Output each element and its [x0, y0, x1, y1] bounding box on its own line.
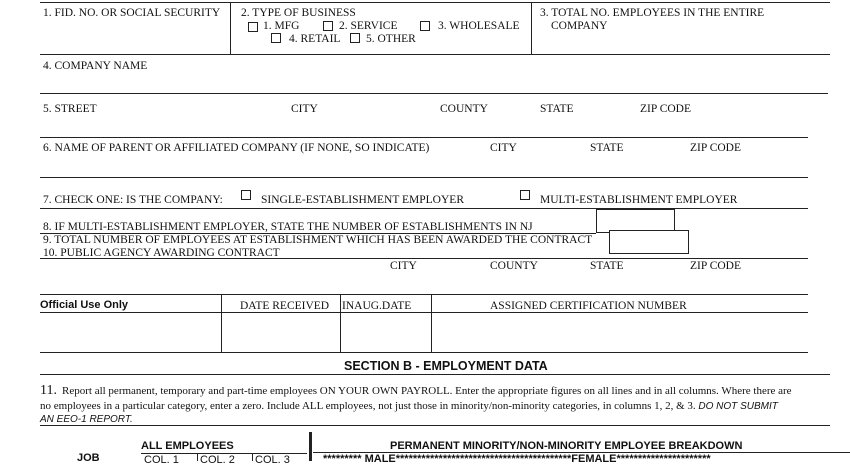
parent-company-label: 6. NAME OF PARENT OR AFFILIATED COMPANY (IF NONE, SO INDICATE) — [43, 142, 430, 154]
street-line — [40, 137, 808, 138]
state-label: STATE — [590, 260, 624, 272]
job-header: JOB — [77, 452, 100, 464]
section-b-title: SECTION B - EMPLOYMENT DATA — [344, 359, 548, 373]
column-divider — [431, 294, 432, 352]
item11-eeo1-note: AN EEO-1 REPORT. — [40, 414, 133, 425]
item11-number: 11. — [40, 383, 57, 398]
col1-header: COL. 1 — [144, 454, 179, 466]
zip-code-label: ZIP CODE — [690, 142, 742, 154]
item11-line — [40, 425, 830, 426]
table-thick-divider — [309, 432, 312, 461]
service-option-label: 2. SERVICE — [339, 20, 398, 32]
type-of-business-label: 2. TYPE OF BUSINESS — [241, 7, 356, 19]
row-divider — [40, 54, 830, 55]
total-employees-label: 3. TOTAL NO. EMPLOYEES IN THE ENTIRE — [540, 7, 765, 19]
company-name-line — [40, 93, 828, 94]
item10-label: 10. PUBLIC AGENCY AWARDING CONTRACT — [43, 247, 280, 259]
male-female-header: ********* MALE*****************************************FEMALE********************** — [323, 453, 711, 465]
column-divider — [197, 453, 198, 461]
address-line — [40, 294, 808, 295]
wholesale-option-label: 3. WHOLESALE — [438, 20, 520, 32]
fid-label: 1. FID. NO. OR SOCIAL SECURITY — [43, 7, 221, 19]
other-checkbox[interactable] — [350, 33, 360, 43]
top-border — [40, 2, 830, 3]
single-establishment-label: SINGLE-ESTABLISHMENT EMPLOYER — [261, 194, 464, 206]
other-option-label: 5. OTHER — [366, 33, 416, 45]
city-label: CITY — [390, 260, 417, 272]
column-divider — [340, 294, 341, 352]
state-label: STATE — [590, 142, 624, 154]
item9-label: 9. TOTAL NUMBER OF EMPLOYEES AT ESTABLISHMENT WHICH HAS BEEN AWARDED THE CONTRACT — [43, 234, 593, 246]
single-establishment-checkbox[interactable] — [241, 190, 251, 200]
zip-code-label: ZIP CODE — [640, 103, 692, 115]
official-use-inner-line — [40, 312, 808, 313]
county-label: COUNTY — [440, 103, 488, 115]
check-one-label: 7. CHECK ONE: IS THE COMPANY: — [43, 194, 223, 206]
mfg-option-label: 1. MFG — [263, 20, 300, 32]
column-divider — [252, 453, 253, 461]
wholesale-checkbox[interactable] — [420, 21, 430, 31]
total-employees-box[interactable] — [609, 230, 689, 254]
item10-line — [40, 258, 808, 259]
column-divider — [230, 2, 231, 54]
company-name-label: 4. COMPANY NAME — [43, 60, 148, 72]
check-one-line — [40, 208, 808, 209]
city-label: CITY — [490, 142, 517, 154]
multi-establishment-label: MULTI-ESTABLISHMENT EMPLOYER — [540, 194, 738, 206]
col2-header: COL. 2 — [200, 454, 235, 466]
assigned-cert-label: ASSIGNED CERTIFICATION NUMBER — [490, 300, 687, 312]
street-label: 5. STREET — [43, 103, 97, 115]
county-label: COUNTY — [490, 260, 538, 272]
column-divider — [221, 294, 222, 352]
multi-establishment-checkbox[interactable] — [520, 190, 530, 200]
zip-code-label: ZIP CODE — [690, 260, 742, 272]
city-label: CITY — [291, 103, 318, 115]
parent-company-line — [40, 177, 808, 178]
mfg-checkbox[interactable] — [248, 22, 258, 32]
official-use-bottom-line — [40, 352, 808, 353]
col3-header: COL. 3 — [255, 454, 290, 466]
item11-do-not-submit: DO NOT SUBMIT — [698, 401, 778, 412]
official-use-label: Official Use Only — [40, 299, 129, 311]
section-b-title-line — [40, 374, 830, 375]
item11-instructions-text: no employees in a particular category, enter a zero. Include ALL employees, not just those in minority/non-minority categories, in columns 1, 2, & 3. — [40, 400, 696, 412]
item8-label: 8. IF MULTI-ESTABLISHMENT EMPLOYER, STATE THE NUMBER OF ESTABLISHMENTS IN NJ — [43, 221, 533, 233]
inaug-date-label: INAUG.DATE — [342, 300, 412, 312]
retail-option-label: 4. RETAIL — [289, 33, 341, 45]
column-divider — [531, 2, 532, 54]
retail-checkbox[interactable] — [271, 33, 281, 43]
total-employees-label-cont: COMPANY — [551, 20, 608, 32]
state-label: STATE — [540, 103, 574, 115]
breakdown-header: PERMANENT MINORITY/NON-MINORITY EMPLOYEE BREAKDOWN — [390, 440, 743, 452]
service-checkbox[interactable] — [323, 21, 333, 31]
item11-instructions: Report all permanent, temporary and part-time employees ON YOUR OWN PAYROLL. Enter the appropriate figures on all lines and in all columns. Where there are — [62, 385, 792, 397]
item11-instructions-line2 — [40, 400, 778, 413]
all-employees-header: ALL EMPLOYEES — [141, 440, 234, 452]
date-received-label: DATE RECEIVED — [240, 300, 330, 312]
